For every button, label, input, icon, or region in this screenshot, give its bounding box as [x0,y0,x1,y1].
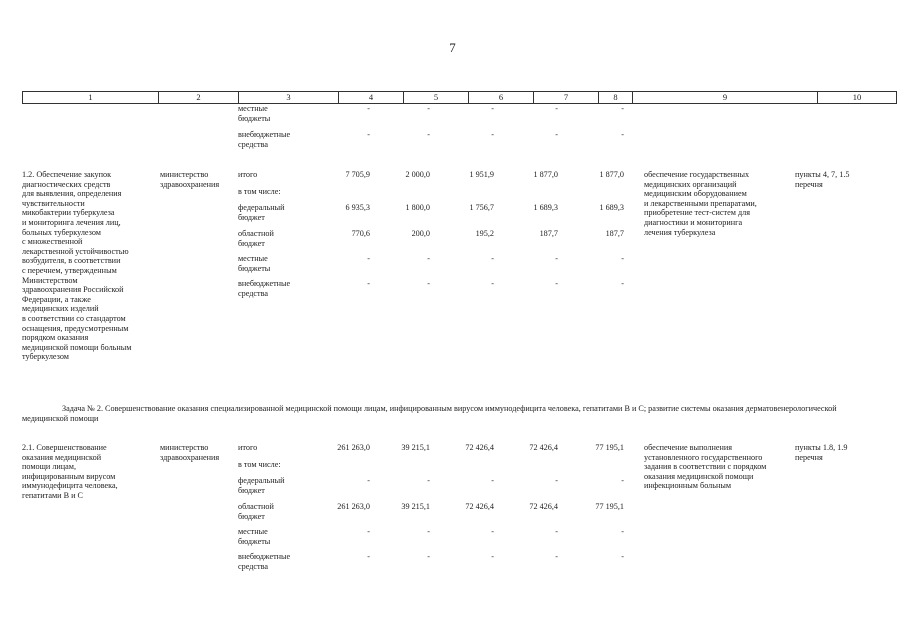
row-value: - [621,552,624,561]
row-value: 72 426,4 [465,502,494,511]
row-value: - [621,476,624,485]
row-label: федеральный бюджет [238,203,285,222]
row-value: 195,2 [475,229,494,238]
row-value: 187,7 [605,229,624,238]
row-value: 39 215,1 [401,502,430,511]
row-value: - [555,104,558,113]
row-value: 1 951,9 [469,170,494,179]
row-label: в том числе: [238,460,281,469]
row-value: - [621,279,624,288]
row-value: - [555,476,558,485]
row-value: - [427,552,430,561]
measure-2-1-references: пункты 1.8, 1.9 перечня [795,443,848,462]
row-value: - [427,130,430,139]
row-label: итого [238,443,258,452]
row-value: - [427,279,430,288]
row-value: 1 756,7 [469,203,494,212]
row-value: - [367,476,370,485]
row-label: областной бюджет [238,502,274,521]
row-value: 39 215,1 [401,443,430,452]
row-value: - [367,279,370,288]
row-value: - [555,254,558,263]
header-col-4: 4 [339,92,404,104]
row-value: - [367,130,370,139]
row-value: - [491,527,494,536]
row-value: - [555,527,558,536]
measure-2-1-name: 2.1. Совершенствование оказания медицинской помощи лицам, инфицированным вирусом иммунодефицита человека, гепатитами В и С [22,443,118,500]
row-value: 77 195,1 [595,443,624,452]
row-value: - [555,279,558,288]
header-col-9: 9 [633,92,818,104]
row-value: - [367,527,370,536]
row-value: - [427,527,430,536]
header-col-5: 5 [404,92,469,104]
row-value: - [621,254,624,263]
row-value: - [491,130,494,139]
row-value: 72 426,4 [465,443,494,452]
row-value: 1 800,0 [405,203,430,212]
measure-2-1-result: обеспечение выполнения установленного государственного задания в соответствии с порядком оказания медицинской помощи инфекционным больным [644,443,767,491]
row-label: внебюджетные средства [238,279,291,298]
row-value: 200,0 [411,229,430,238]
row-value: - [427,476,430,485]
row-label: итого [238,170,258,179]
row-value: - [491,552,494,561]
row-value: - [621,527,624,536]
row-value: - [427,254,430,263]
row-label: федеральный бюджет [238,476,285,495]
row-value: - [491,476,494,485]
row-value: 6 935,3 [345,203,370,212]
measure-1-2-result: обеспечение государственных медицинских организаций медицинским оборудованием и лекарственными препаратами, приобретение тест-систем для диагностики и мониторинга лечения туберкулеза [644,170,757,237]
row-value: 72 426,4 [529,502,558,511]
header-col-7: 7 [534,92,599,104]
page-number: 7 [449,40,456,55]
row-value: 1 877,0 [599,170,624,179]
row-value: 261 263,0 [337,443,370,452]
row-value: - [367,254,370,263]
row-label: местные бюджеты [238,254,271,273]
row-label: внебюджетные средства [238,130,291,149]
row-value: 2 000,0 [405,170,430,179]
column-number-header [22,91,897,104]
task-2-heading [22,404,880,424]
row-value: 187,7 [539,229,558,238]
measure-2-1-executor: министерство здравоохранения [160,443,220,462]
row-value: 72 426,4 [529,443,558,452]
header-col-3: 3 [239,92,339,104]
row-value: - [427,104,430,113]
row-value: 7 705,9 [345,170,370,179]
header-col-6: 6 [469,92,534,104]
row-label: внебюджетные средства [238,552,291,571]
row-value: 1 689,3 [533,203,558,212]
row-value: - [367,552,370,561]
row-value: - [491,254,494,263]
measure-1-2-name: 1.2. Обеспечение закупок диагностических средств для выявления, определения чувствительности микобактерии туберкулеза и мониторинга лечения лиц, больных туберкулезом с множественной лекарственной устойчивостью возбудителя, в соответствии с перечнем, утвержденным Министерством здравоохранения Российской Федерации, а также медицинских изделий в соответствии со стандартом оснащения, предусмотренным порядком оказания медицинской помощи больным туберкулезом [22,170,132,362]
row-value: - [621,130,624,139]
header-col-8: 8 [599,92,633,104]
header-col-2: 2 [159,92,239,104]
row-label: местные бюджеты [238,104,271,123]
header-col-1: 1 [23,92,159,104]
row-value: - [621,104,624,113]
row-value: - [555,552,558,561]
row-value: - [491,279,494,288]
row-label: областной бюджет [238,229,274,248]
measure-1-2-references: пункты 4, 7, 1.5 перечня [795,170,850,189]
row-value: - [367,104,370,113]
header-col-10: 10 [818,92,897,104]
row-value: - [491,104,494,113]
row-value: 261 263,0 [337,502,370,511]
row-value: 770,6 [351,229,370,238]
measure-1-2-executor: министерство здравоохранения [160,170,220,189]
row-value: 1 689,3 [599,203,624,212]
row-label: в том числе: [238,187,281,196]
row-value: - [555,130,558,139]
row-value: 1 877,0 [533,170,558,179]
row-value: 77 195,1 [595,502,624,511]
task-2-text: Задача № 2. Совершенствование оказания специализированной медицинской помощи лицам, инфицированным вирусом иммунодефицита человека, гепатитами В и С; развитие системы оказания дерматовенерологической медицинской помощи [22,404,837,423]
row-label: местные бюджеты [238,527,271,546]
